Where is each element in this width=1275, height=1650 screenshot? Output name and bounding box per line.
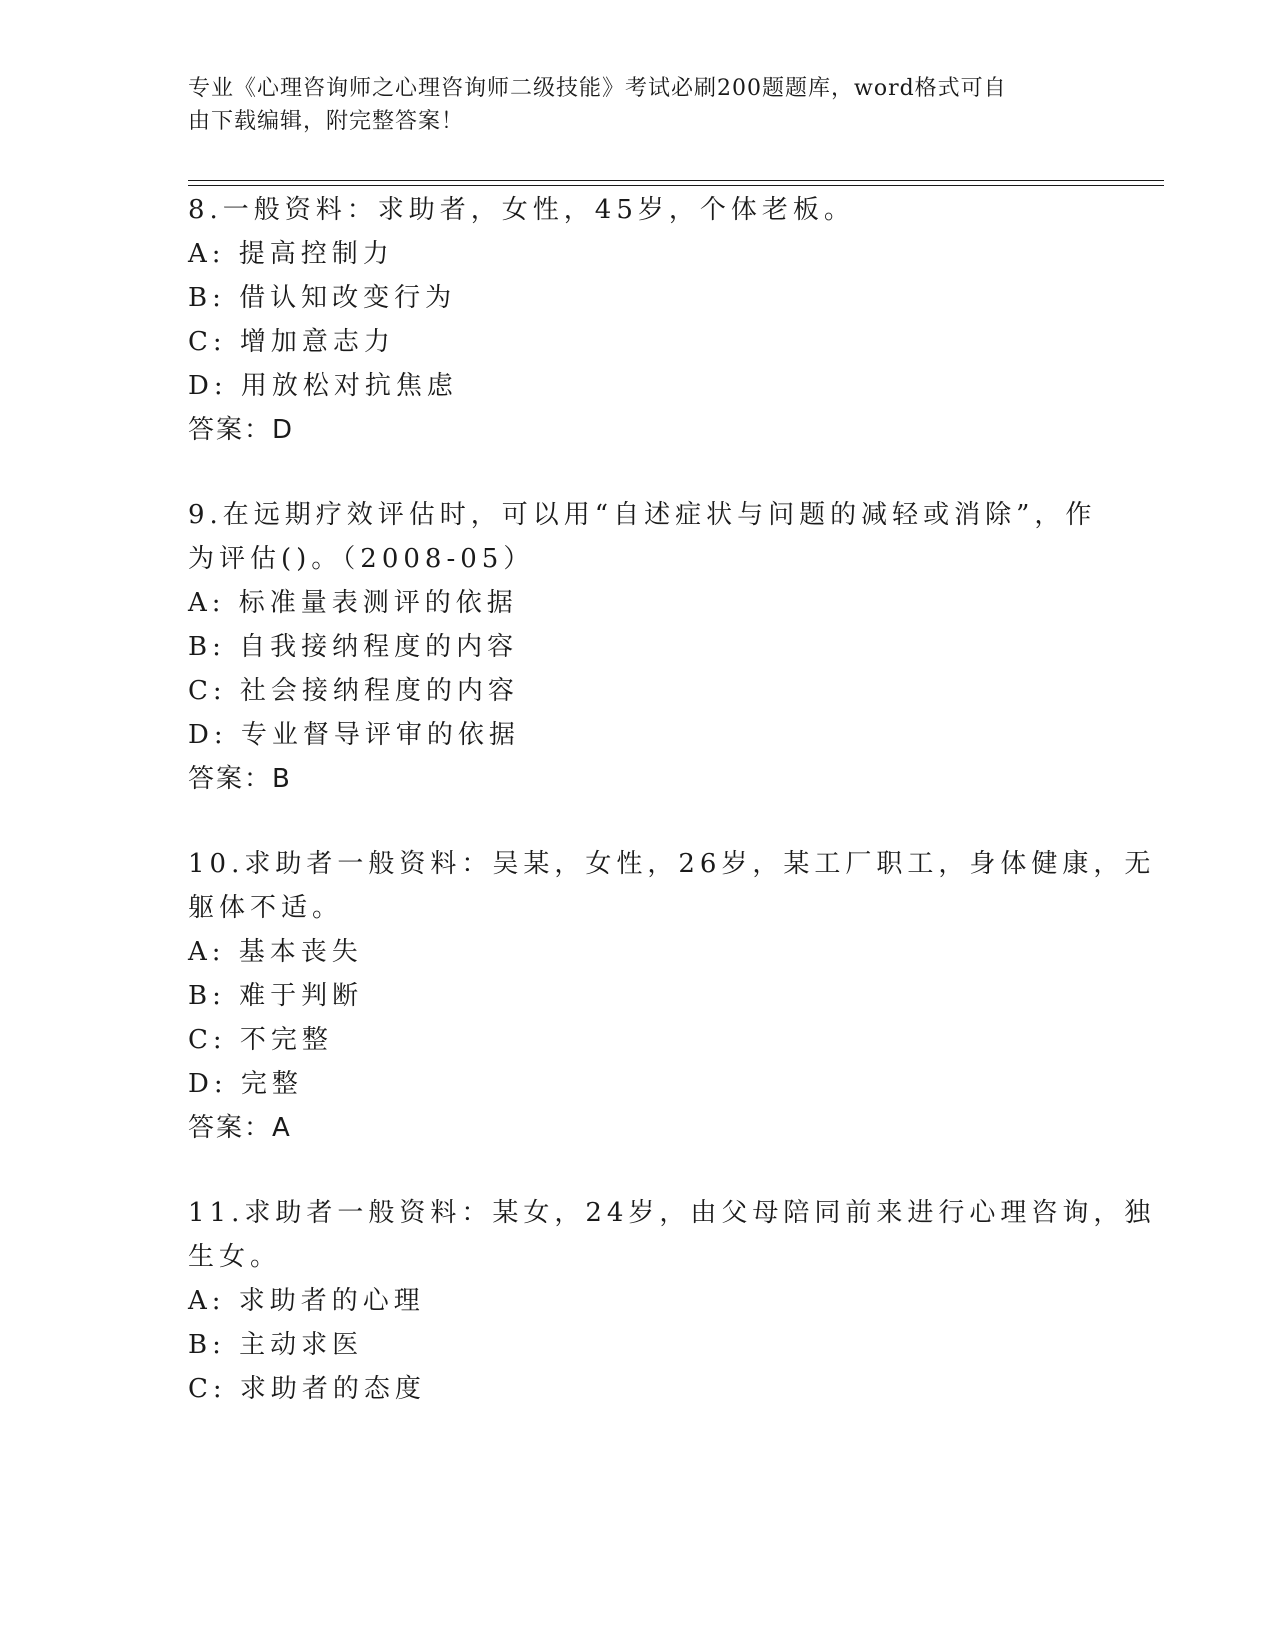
header-line-2: 由下载编辑，附完整答案！ <box>188 109 465 134</box>
option-a: A: 求助者的心理 <box>188 1286 425 1316</box>
option-b: B: 自我接纳程度的内容 <box>188 632 519 662</box>
question-stem-continued: 躯体不适。 <box>188 893 344 923</box>
question-stem: 9.在远期疗效评估时，可以用“自述症状与问题的减轻或消除”，作 <box>188 500 1097 530</box>
option-c: C: 求助者的态度 <box>188 1374 426 1404</box>
option-b: B: 难于判断 <box>188 981 364 1011</box>
header-divider-top <box>188 180 1164 181</box>
option-c: C: 增加意志力 <box>188 327 395 357</box>
header-divider-bottom <box>188 185 1164 186</box>
header-line-1: 专业《心理咨询师之心理咨询师二级技能》考试必刷200题题库，word格式可自 <box>188 76 1007 101</box>
option-a: A: 提高控制力 <box>188 239 394 269</box>
answer-label: 答案：B <box>188 764 292 794</box>
answer-label: 答案：A <box>188 1113 292 1143</box>
question-stem: 11.求助者一般资料：某女，24岁，由父母陪同前来进行心理咨询，独 <box>188 1198 1156 1228</box>
header-text <box>188 72 1078 138</box>
option-a: A: 标准量表测评的依据 <box>188 588 518 618</box>
answer-label: 答案：D <box>188 415 295 445</box>
question-stem-continued: 生女。 <box>188 1242 282 1272</box>
question-stem-continued: 为评估()。（2008-05） <box>188 544 535 574</box>
option-b: B: 借认知改变行为 <box>188 283 457 313</box>
question-stem: 8.一般资料：求助者，女性，45岁，个体老板。 <box>188 195 855 225</box>
option-c: C: 不完整 <box>188 1025 333 1055</box>
option-c: C: 社会接纳程度的内容 <box>188 676 519 706</box>
question-stem: 10.求助者一般资料：吴某，女性，26岁，某工厂职工，身体健康，无 <box>188 849 1156 879</box>
option-b: B: 主动求医 <box>188 1330 364 1360</box>
option-d: D: 专业督导评审的依据 <box>188 720 520 750</box>
option-d: D: 用放松对抗焦虑 <box>188 371 458 401</box>
option-d: D: 完整 <box>188 1069 303 1099</box>
option-a: A: 基本丧失 <box>188 937 363 967</box>
